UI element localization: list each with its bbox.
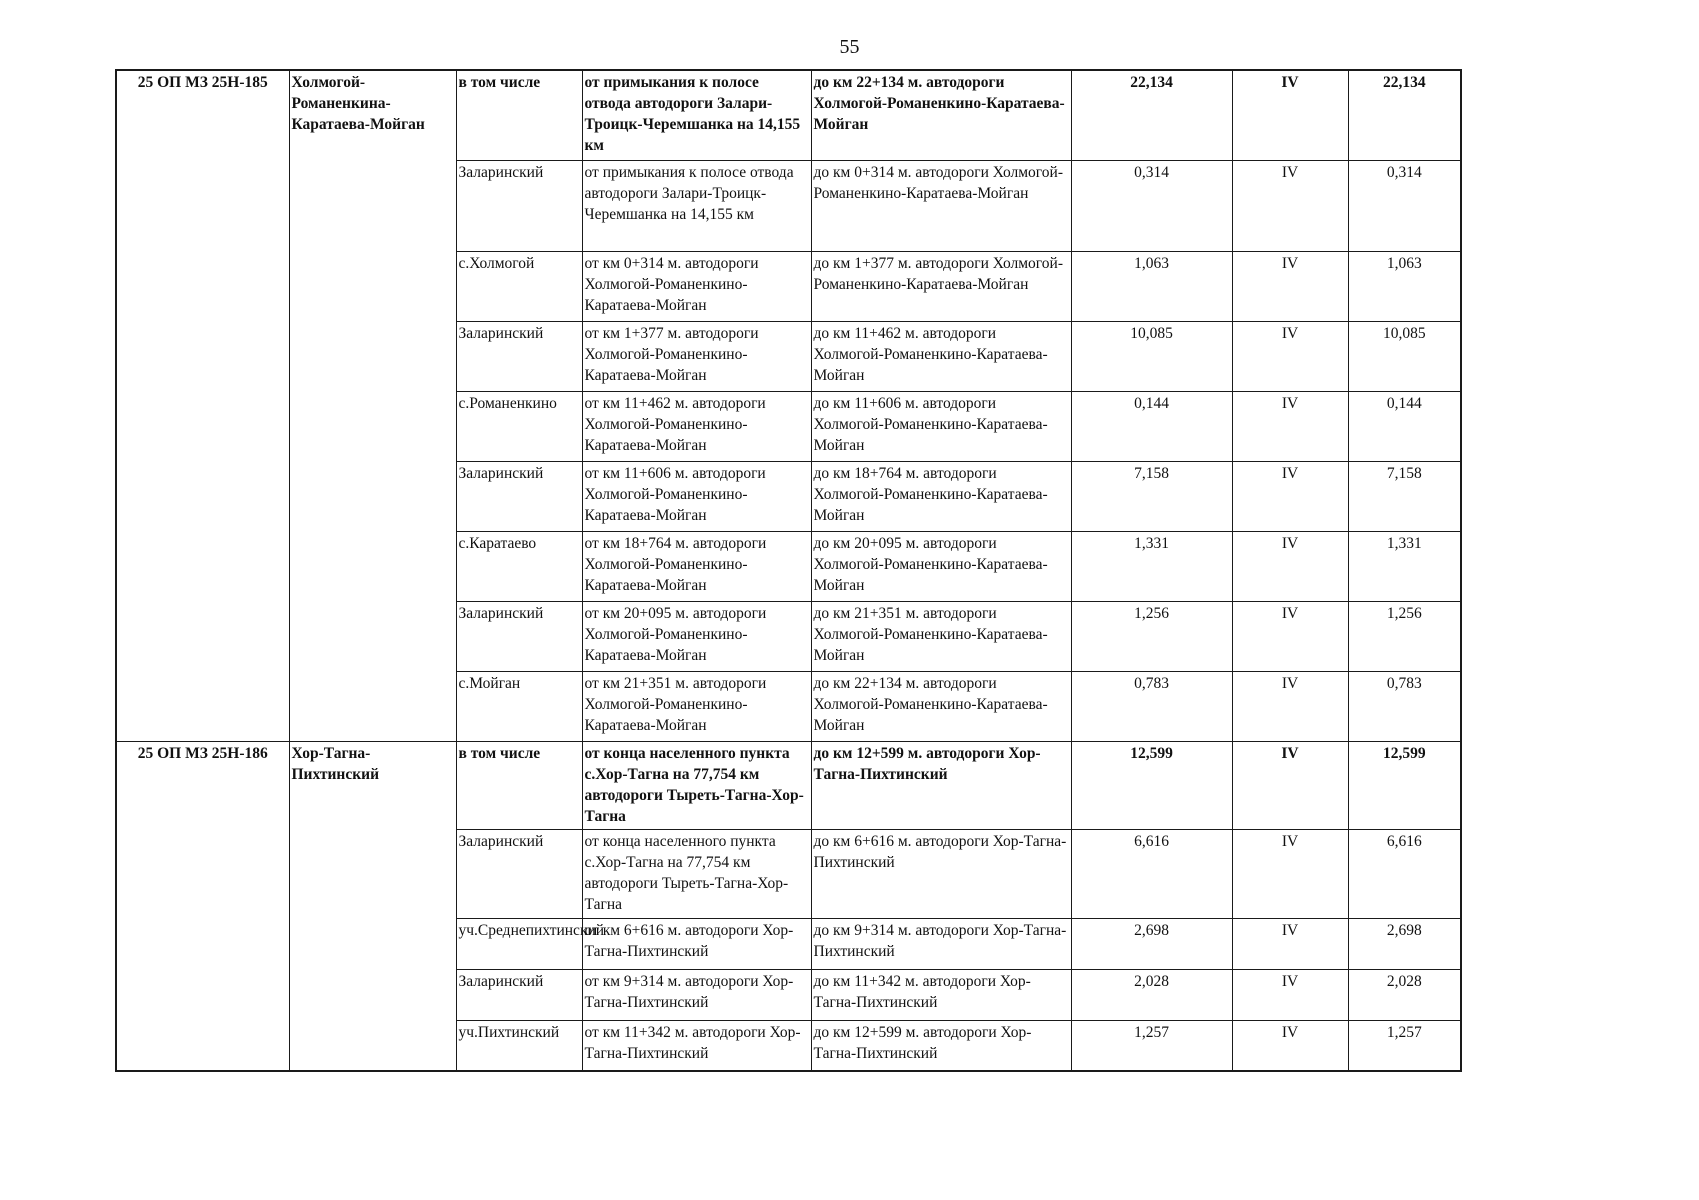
- category-cell: IV: [1232, 671, 1348, 741]
- length-cell: 1,257: [1071, 1020, 1232, 1071]
- page-number: 55: [839, 36, 860, 58]
- category-cell: IV: [1232, 461, 1348, 531]
- length-cell: 12,599: [1071, 741, 1232, 829]
- length-total-cell: 6,616: [1348, 829, 1461, 918]
- category-cell: IV: [1232, 741, 1348, 829]
- area-cell: Заларинский: [456, 601, 582, 671]
- segment-end-cell: до км 12+599 м. автодороги Хор-Тагна-Пихтинский: [811, 741, 1071, 829]
- area-cell: в том числе: [456, 741, 582, 829]
- length-cell: 2,698: [1071, 918, 1232, 969]
- category-cell: IV: [1232, 251, 1348, 321]
- segment-start-cell: от конца населенного пункта с.Хор-Тагна на 77,754 км автодороги Тыреть-Тагна-Хор-Тагна: [582, 829, 811, 918]
- length-total-cell: 1,256: [1348, 601, 1461, 671]
- category-cell: IV: [1232, 70, 1348, 160]
- length-cell: 0,783: [1071, 671, 1232, 741]
- area-cell: уч.Пихтинский: [456, 1020, 582, 1071]
- road-name: Холмогой-Романенкина-Каратаева-Мойган: [289, 70, 456, 741]
- length-cell: 1,256: [1071, 601, 1232, 671]
- segment-end-cell: до км 18+764 м. автодороги Холмогой-Романенкино-Каратаева-Мойган: [811, 461, 1071, 531]
- segment-start-cell: от примыкания к полосе отвода автодороги Залари-Троицк-Черемшанка на 14,155 км: [582, 70, 811, 160]
- length-total-cell: 2,698: [1348, 918, 1461, 969]
- area-cell: в том числе: [456, 70, 582, 160]
- area-cell: с.Романенкино: [456, 391, 582, 461]
- category-cell: IV: [1232, 321, 1348, 391]
- length-total-cell: 1,063: [1348, 251, 1461, 321]
- length-total-cell: 0,144: [1348, 391, 1461, 461]
- length-cell: 2,028: [1071, 969, 1232, 1020]
- segment-start-cell: от конца населенного пункта с.Хор-Тагна на 77,754 км автодороги Тыреть-Тагна-Хор-Тагна: [582, 741, 811, 829]
- segment-end-cell: до км 6+616 м. автодороги Хор-Тагна-Пихтинский: [811, 829, 1071, 918]
- segment-start-cell: от км 20+095 м. автодороги Холмогой-Романенкино-Каратаева-Мойган: [582, 601, 811, 671]
- road-code: 25 ОП МЗ 25Н-186: [116, 741, 289, 1071]
- segment-start-cell: от км 18+764 м. автодороги Холмогой-Романенкино-Каратаева-Мойган: [582, 531, 811, 601]
- length-cell: 0,314: [1071, 160, 1232, 251]
- segment-start-cell: от км 11+342 м. автодороги Хор-Тагна-Пихтинский: [582, 1020, 811, 1071]
- segment-end-cell: до км 12+599 м. автодороги Хор-Тагна-Пихтинский: [811, 1020, 1071, 1071]
- category-cell: IV: [1232, 969, 1348, 1020]
- length-total-cell: 7,158: [1348, 461, 1461, 531]
- segment-start-cell: от км 11+462 м. автодороги Холмогой-Романенкино-Каратаева-Мойган: [582, 391, 811, 461]
- roads-table: [115, 69, 1462, 1072]
- table-row: [116, 741, 1461, 829]
- segment-start-cell: от км 9+314 м. автодороги Хор-Тагна-Пихтинский: [582, 969, 811, 1020]
- segment-start-cell: от км 6+616 м. автодороги Хор-Тагна-Пихтинский: [582, 918, 811, 969]
- segment-start-cell: от км 0+314 м. автодороги Холмогой-Романенкино-Каратаева-Мойган: [582, 251, 811, 321]
- road-name: Хор-Тагна-Пихтинский: [289, 741, 456, 1071]
- category-cell: IV: [1232, 531, 1348, 601]
- category-cell: IV: [1232, 829, 1348, 918]
- segment-end-cell: до км 11+342 м. автодороги Хор-Тагна-Пихтинский: [811, 969, 1071, 1020]
- length-cell: 6,616: [1071, 829, 1232, 918]
- road-code: 25 ОП МЗ 25Н-185: [116, 70, 289, 741]
- segment-start-cell: от км 11+606 м. автодороги Холмогой-Романенкино-Каратаева-Мойган: [582, 461, 811, 531]
- length-cell: 0,144: [1071, 391, 1232, 461]
- segment-end-cell: до км 21+351 м. автодороги Холмогой-Романенкино-Каратаева-Мойган: [811, 601, 1071, 671]
- length-total-cell: 0,783: [1348, 671, 1461, 741]
- area-cell: Заларинский: [456, 160, 582, 251]
- segment-end-cell: до км 1+377 м. автодороги Холмогой-Романенкино-Каратаева-Мойган: [811, 251, 1071, 321]
- segment-start-cell: от км 1+377 м. автодороги Холмогой-Романенкино-Каратаева-Мойган: [582, 321, 811, 391]
- area-cell: Заларинский: [456, 321, 582, 391]
- area-cell: Заларинский: [456, 969, 582, 1020]
- segment-end-cell: до км 0+314 м. автодороги Холмогой-Романенкино-Каратаева-Мойган: [811, 160, 1071, 251]
- area-cell: с.Холмогой: [456, 251, 582, 321]
- length-cell: 1,331: [1071, 531, 1232, 601]
- length-cell: 22,134: [1071, 70, 1232, 160]
- length-total-cell: 2,028: [1348, 969, 1461, 1020]
- area-cell: уч.Среднепихтинский: [456, 918, 582, 969]
- segment-start-cell: от км 21+351 м. автодороги Холмогой-Романенкино-Каратаева-Мойган: [582, 671, 811, 741]
- category-cell: IV: [1232, 1020, 1348, 1071]
- area-cell: с.Мойган: [456, 671, 582, 741]
- segment-end-cell: до км 22+134 м. автодороги Холмогой-Романенкино-Каратаева-Мойган: [811, 671, 1071, 741]
- length-total-cell: 0,314: [1348, 160, 1461, 251]
- length-cell: 7,158: [1071, 461, 1232, 531]
- area-cell: Заларинский: [456, 829, 582, 918]
- length-cell: 1,063: [1071, 251, 1232, 321]
- length-total-cell: 22,134: [1348, 70, 1461, 160]
- category-cell: IV: [1232, 918, 1348, 969]
- segment-end-cell: до км 22+134 м. автодороги Холмогой-Романенкино-Каратаева-Мойган: [811, 70, 1071, 160]
- length-total-cell: 12,599: [1348, 741, 1461, 829]
- area-cell: Заларинский: [456, 461, 582, 531]
- table-row: [116, 70, 1461, 160]
- length-cell: 10,085: [1071, 321, 1232, 391]
- segment-end-cell: до км 20+095 м. автодороги Холмогой-Романенкино-Каратаева-Мойган: [811, 531, 1071, 601]
- segment-end-cell: до км 11+462 м. автодороги Холмогой-Романенкино-Каратаева-Мойган: [811, 321, 1071, 391]
- segment-start-cell: от примыкания к полосе отвода автодороги Залари-Троицк-Черемшанка на 14,155 км: [582, 160, 811, 251]
- length-total-cell: 1,331: [1348, 531, 1461, 601]
- segment-end-cell: до км 9+314 м. автодороги Хор-Тагна-Пихтинский: [811, 918, 1071, 969]
- length-total-cell: 1,257: [1348, 1020, 1461, 1071]
- category-cell: IV: [1232, 160, 1348, 251]
- category-cell: IV: [1232, 391, 1348, 461]
- category-cell: IV: [1232, 601, 1348, 671]
- area-cell: с.Каратаево: [456, 531, 582, 601]
- length-total-cell: 10,085: [1348, 321, 1461, 391]
- segment-end-cell: до км 11+606 м. автодороги Холмогой-Романенкино-Каратаева-Мойган: [811, 391, 1071, 461]
